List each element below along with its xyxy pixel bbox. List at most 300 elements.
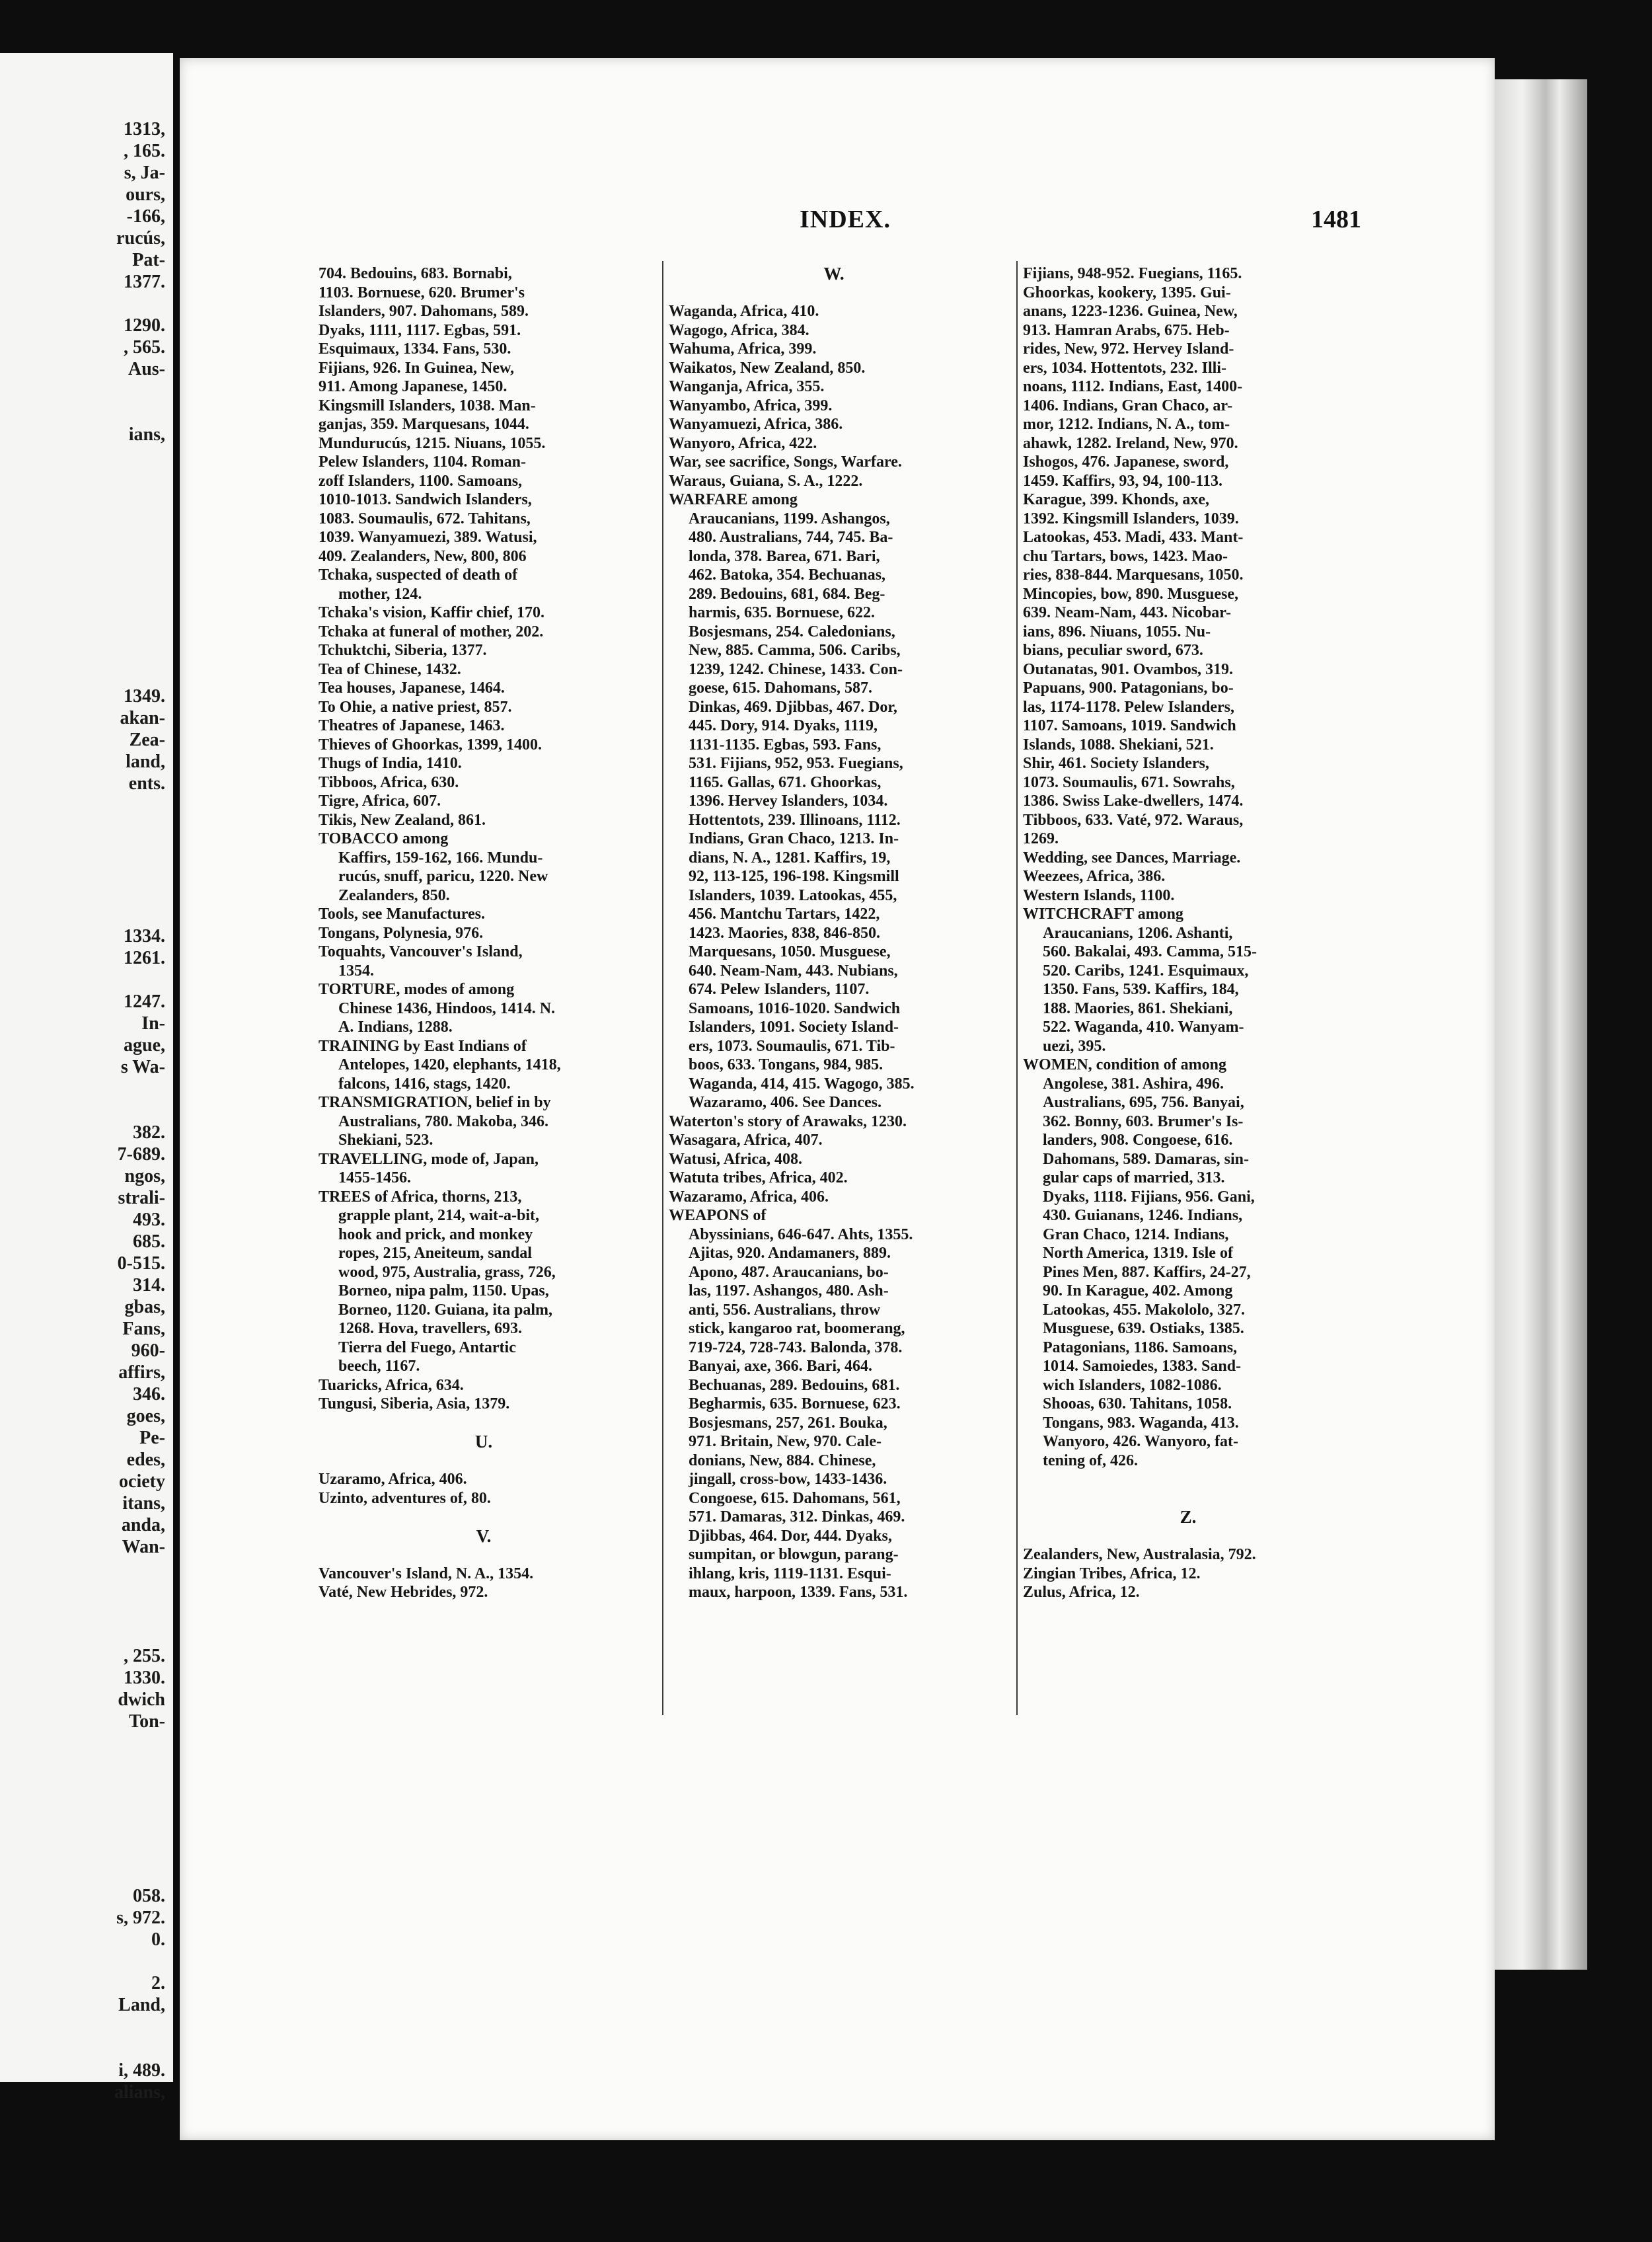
index-entry: Tierra del Fuego, Antartic	[338, 1338, 516, 1356]
prev-page-line	[0, 816, 173, 838]
index-entry: sumpitan, or blowgun, parang-	[689, 1546, 899, 1563]
index-entry: 1392. Kingsmill Islanders, 1039.	[1023, 510, 1239, 527]
prev-page-line	[0, 97, 173, 118]
index-entry: rides, New, 972. Hervey Island-	[1023, 340, 1234, 358]
index-entry: beech, 1167.	[338, 1358, 420, 1375]
index-entry: Wazaramo, Africa, 406.	[669, 1188, 829, 1206]
prev-page-line: rucús,	[116, 228, 165, 249]
prev-page-line: Pat-	[132, 250, 165, 270]
index-entry: Tchuktchi, Siberia, 1377.	[319, 642, 487, 659]
prev-page-line	[0, 75, 173, 97]
prev-page-line	[0, 380, 173, 402]
index-entry: londa, 378. Barea, 671. Bari,	[689, 547, 880, 565]
spacer	[319, 1545, 649, 1565]
prev-page-line: ours,	[126, 184, 165, 205]
index-entry: ries, 838-844. Marquesans, 1050.	[1023, 566, 1244, 584]
index-entry: Chinese 1436, Hindoos, 1414. N.	[338, 999, 556, 1017]
prev-page-line: alians,	[114, 2082, 165, 2103]
index-entry: Wanyambo, Africa, 399.	[669, 397, 833, 414]
index-entry: Watuta tribes, Africa, 402.	[669, 1169, 848, 1186]
prev-page-line: ngos,	[124, 1166, 165, 1186]
index-entry: Antelopes, 1420, elephants, 1418,	[338, 1056, 561, 1073]
prev-page-line	[0, 620, 173, 642]
prev-page-line	[0, 53, 173, 75]
index-entry: Indians, Gran Chaco, 1213. In-	[689, 830, 899, 847]
prev-page-line: gbas,	[124, 1297, 165, 1317]
prev-page-line: Land,	[118, 1995, 165, 2015]
index-entry: 1039. Wanyamuezi, 389. Watusi,	[319, 529, 537, 546]
index-entry: Australians, 695, 756. Banyai,	[1043, 1094, 1244, 1111]
prev-page-line: dwich	[118, 1689, 165, 1710]
prev-page-line	[0, 969, 173, 991]
index-entry: 913. Hamran Arabs, 675. Heb-	[1023, 321, 1230, 339]
index-entry: 639. Neam-Nam, 443. Nicobar-	[1023, 604, 1232, 621]
index-entry: rucús, snuff, paricu, 1220. New	[338, 868, 548, 885]
index-entry: 520. Caribs, 1241. Esquimaux,	[1043, 962, 1249, 980]
index-entry: goese, 615. Dahomans, 587.	[689, 679, 873, 697]
prev-page-line	[0, 2038, 173, 2060]
previous-page-fragment	[0, 53, 173, 2103]
index-entry: WARFARE among	[669, 491, 798, 508]
index-entry: Dyaks, 1118. Fijians, 956. Gani,	[1043, 1188, 1255, 1206]
index-entry: War, see sacrifice, Songs, Warfare.	[669, 453, 902, 471]
prev-page-line: , 565.	[124, 337, 165, 358]
index-entry: Thieves of Ghoorkas, 1399, 1400.	[319, 736, 543, 754]
index-entry: 560. Bakalai, 493. Camma, 515-	[1043, 943, 1257, 960]
index-entry: 1459. Kaffirs, 93, 94, 100-113.	[1023, 472, 1222, 490]
index-entry: mor, 1212. Indians, N. A., tom-	[1023, 416, 1230, 433]
index-entry: Wagogo, Africa, 384.	[669, 321, 809, 339]
index-entry: Dahomans, 589. Damaras, sin-	[1043, 1150, 1250, 1168]
index-entry: tening of, 426.	[1043, 1451, 1138, 1469]
prev-page-line: Wan-	[122, 1537, 165, 1557]
index-entry: Tongans, Polynesia, 976.	[319, 924, 484, 942]
index-entry: Toquahts, Vancouver's Island,	[319, 943, 523, 960]
prev-page-line: ents.	[128, 773, 165, 794]
column-rule-1	[662, 261, 663, 1715]
index-entry: TORTURE, modes of among	[319, 981, 515, 998]
prev-page-line: 1334.	[124, 926, 165, 947]
prev-page-line: Fans,	[122, 1319, 165, 1339]
prev-page-line: 0-515.	[117, 1253, 165, 1274]
prev-page-line: Zea-	[129, 730, 165, 750]
spacer	[319, 1414, 649, 1433]
index-entry: Wanyoro, 426. Wanyoro, fat-	[1043, 1433, 1239, 1450]
prev-page-line	[0, 1798, 173, 1820]
index-entry: jingall, cross-bow, 1433-1436.	[689, 1471, 887, 1488]
prev-page-line: 493.	[133, 1210, 165, 1230]
index-entry: Araucanians, 1199. Ashangos,	[689, 510, 890, 527]
index-entry: Djibbas, 464. Dor, 444. Dyaks,	[689, 1527, 892, 1545]
index-entry: 445. Dory, 914. Dyaks, 1119,	[689, 717, 878, 734]
prev-page-line	[0, 402, 173, 424]
index-entry: Wazaramo, 406. See Dances.	[689, 1094, 882, 1111]
index-entry: 522. Waganda, 410. Wanyam-	[1043, 1019, 1244, 1036]
index-entry: Papuans, 900. Patagonians, bo-	[1023, 679, 1234, 697]
index-entry: Shir, 461. Society Islanders,	[1023, 755, 1209, 772]
prev-page-line: itans,	[122, 1493, 165, 1514]
index-entry: 911. Among Japanese, 1450.	[319, 378, 507, 395]
prev-page-line: ians,	[128, 424, 165, 445]
index-entry: Tungusi, Siberia, Asia, 1379.	[319, 1395, 510, 1412]
index-entry: Kingsmill Islanders, 1038. Man-	[319, 397, 536, 414]
spacer	[319, 1451, 649, 1471]
index-entry: Banyai, axe, 366. Bari, 464.	[689, 1358, 873, 1375]
index-entry: anans, 1223-1236. Guinea, New,	[1023, 303, 1238, 320]
prev-page-line: 1261.	[124, 948, 165, 968]
prev-page-line	[0, 1754, 173, 1776]
index-entry: New, 885. Camma, 506. Caribs,	[689, 642, 901, 659]
prev-page-line	[0, 1863, 173, 1885]
index-entry: grapple plant, 214, wait-a-bit,	[338, 1207, 540, 1224]
prev-page-line	[0, 1580, 173, 1602]
spacer	[669, 284, 999, 303]
page-number: 1481	[1311, 206, 1361, 233]
index-entry: uezi, 395.	[1043, 1037, 1106, 1055]
prev-page-line	[0, 1602, 173, 1623]
index-entry: Zealanders, New, Australasia, 792.	[1023, 1546, 1256, 1563]
prev-page-line	[0, 1841, 173, 1863]
index-entry: Wanyoro, Africa, 422.	[669, 434, 817, 452]
index-entry: TRAVELLING, mode of, Japan,	[319, 1150, 539, 1168]
prev-page-line	[0, 576, 173, 598]
index-entry: ropes, 215, Aneiteum, sandal	[338, 1245, 532, 1262]
index-entry: Tuaricks, Africa, 634.	[319, 1376, 464, 1394]
index-entry: 1165. Gallas, 671. Ghoorkas,	[689, 773, 882, 791]
index-entry: Bechuanas, 289. Bedouins, 681.	[689, 1376, 900, 1394]
index-entry: ahawk, 1282. Ireland, New, 970.	[1023, 434, 1238, 452]
index-entry: 456. Mantchu Tartars, 1422,	[689, 906, 880, 923]
page-header	[780, 205, 1388, 238]
index-entry: ers, 1034. Hottentots, 232. Illi-	[1023, 359, 1226, 377]
prev-page-line	[0, 2016, 173, 2038]
index-entry: 531. Fijians, 952, 953. Fuegians,	[689, 755, 903, 772]
section-letter: W.	[823, 264, 845, 284]
index-entry: Tchaka's vision, Kaffir chief, 170.	[319, 604, 545, 621]
prev-page-line	[0, 904, 173, 925]
prev-page-line	[0, 882, 173, 904]
index-entry: 1010-1013. Sandwich Islanders,	[319, 491, 532, 508]
index-entry: 1455-1456.	[338, 1169, 411, 1186]
prev-page-line: s Wa-	[120, 1057, 165, 1077]
index-entry: WITCHCRAFT among	[1023, 906, 1183, 923]
prev-page-line: akan-	[120, 708, 165, 728]
index-entry: Wedding, see Dances, Marriage.	[1023, 849, 1241, 867]
index-entry: 1131-1135. Egbas, 593. Fans,	[689, 736, 882, 754]
index-entry: las, 1174-1178. Pelew Islanders,	[1023, 698, 1235, 716]
index-entry: Tea of Chinese, 1432.	[319, 660, 461, 678]
index-entry: wood, 975, Australia, grass, 726,	[338, 1263, 556, 1281]
index-entry: North America, 1319. Isle of	[1043, 1245, 1233, 1262]
prev-page-line: Pe-	[139, 1428, 165, 1448]
index-entry: Ghoorkas, kookery, 1395. Gui-	[1023, 284, 1231, 301]
index-entry: Mundurucús, 1215. Niuans, 1055.	[319, 434, 546, 452]
prev-page-line	[0, 467, 173, 489]
spacer	[1023, 1527, 1353, 1546]
prev-page-line: s, Ja-	[124, 163, 165, 183]
index-entry: landers, 908. Congoese, 616.	[1043, 1132, 1233, 1149]
prev-page-line: 0.	[151, 1929, 165, 1950]
index-entry: 1423. Maories, 838, 846-850.	[689, 924, 880, 942]
index-entry: TREES of Africa, thorns, 213,	[319, 1188, 522, 1206]
prev-page-line	[0, 293, 173, 315]
prev-page-line: 058.	[133, 1886, 165, 1906]
index-entry: 640. Neam-Nam, 443. Nubians,	[689, 962, 898, 980]
index-entry: dians, N. A., 1281. Kaffirs, 19,	[689, 849, 891, 867]
index-entry: Shooas, 630. Tahitans, 1058.	[1043, 1395, 1232, 1412]
index-entry: Latookas, 453. Madi, 433. Mant-	[1023, 529, 1244, 546]
index-entry: Mincopies, bow, 890. Musguese,	[1023, 585, 1239, 603]
index-entry: Hottentots, 239. Illinoans, 1112.	[689, 811, 901, 829]
index-entry: 971. Britain, New, 970. Cale-	[689, 1433, 882, 1450]
index-entry: 92, 113-125, 196-198. Kingsmill	[689, 868, 899, 885]
prev-page-line	[0, 1100, 173, 1122]
prev-page-line: ague,	[124, 1035, 165, 1056]
index-entry: Pines Men, 887. Kaffirs, 24-27,	[1043, 1263, 1251, 1281]
prev-page-line: anda,	[121, 1515, 165, 1535]
index-entry: 1269.	[1023, 830, 1059, 847]
index-entry: Latookas, 455. Makololo, 327.	[1043, 1301, 1246, 1319]
prev-page-line: , 255.	[124, 1646, 165, 1666]
prev-page-line: 1330.	[124, 1668, 165, 1688]
prev-page-line: i, 489.	[118, 2060, 165, 2081]
index-entry: 1406. Indians, Gran Chaco, ar-	[1023, 397, 1233, 414]
index-entry: Theatres of Japanese, 1463.	[319, 717, 505, 734]
index-entry: noans, 1112. Indians, East, 1400-	[1023, 378, 1243, 395]
index-entry: 571. Damaras, 312. Dinkas, 469.	[689, 1508, 905, 1526]
index-entry: Waterton's story of Arawaks, 1230.	[669, 1112, 907, 1130]
index-entry: Western Islands, 1100.	[1023, 886, 1175, 904]
section-letter: Z.	[1180, 1507, 1197, 1527]
index-entry: Borneo, nipa palm, 1150. Upas,	[338, 1282, 549, 1299]
prev-page-line	[0, 1078, 173, 1100]
index-entry: Araucanians, 1206. Ashanti,	[1043, 924, 1233, 942]
prev-page-line	[0, 1951, 173, 1972]
index-entry: Tikis, New Zealand, 861.	[319, 811, 486, 829]
index-entry: zoff Islanders, 1100. Samoans,	[319, 472, 523, 490]
index-entry: Vaté, New Hebrides, 972.	[319, 1584, 488, 1601]
index-entry: Tools, see Manufactures.	[319, 906, 485, 923]
index-entry: Australians, 780. Makoba, 346.	[338, 1112, 549, 1130]
index-entry: ganjas, 359. Marquesans, 1044.	[319, 416, 529, 433]
prev-page-line: , 165.	[124, 141, 165, 161]
index-entry: A. Indians, 1288.	[338, 1019, 453, 1036]
index-entry: Marquesans, 1050. Musguese,	[689, 943, 891, 960]
index-entry: Congoese, 615. Dahomans, 561,	[689, 1489, 901, 1507]
index-entry: Weezees, Africa, 386.	[1023, 868, 1166, 885]
index-entry: TOBACCO among	[319, 830, 449, 847]
prev-page-line: 1313,	[124, 119, 165, 139]
index-entry: Kaffirs, 159-162, 166. Mundu-	[338, 849, 543, 867]
prev-page-line	[0, 794, 173, 816]
index-entry: 1083. Soumaulis, 672. Tahitans,	[319, 510, 531, 527]
prev-page-line	[0, 1776, 173, 1798]
index-entry: falcons, 1416, stags, 1420.	[338, 1075, 511, 1093]
prev-page-line: Aus-	[128, 359, 165, 379]
index-entry: 90. In Karague, 402. Among	[1043, 1282, 1233, 1299]
index-entry: ihlang, kris, 1119-1131. Esqui-	[689, 1565, 891, 1582]
index-entry: 1396. Hervey Islanders, 1034.	[689, 792, 888, 810]
index-entry: Wanyamuezi, Africa, 386.	[669, 416, 843, 433]
index-entry: Islanders, 1039. Latookas, 455,	[689, 886, 897, 904]
prev-page-line	[0, 533, 173, 555]
page-stack-edge	[1495, 79, 1587, 1970]
index-entry: Dinkas, 469. Djibbas, 467. Dor,	[689, 698, 897, 716]
prev-page-line	[0, 555, 173, 576]
prev-page-line	[0, 1623, 173, 1645]
prev-page-line	[0, 511, 173, 533]
index-entry: 1268. Hova, travellers, 693.	[338, 1320, 522, 1337]
index-entry: stick, kangaroo rat, boomerang,	[689, 1320, 905, 1337]
index-entry: Tigre, Africa, 607.	[319, 792, 441, 810]
index-entry: Waraus, Guiana, S. A., 1222.	[669, 472, 863, 490]
index-entry: ers, 1073. Soumaulis, 671. Tib-	[689, 1037, 895, 1055]
index-entry: Zealanders, 850.	[338, 886, 450, 904]
index-entry: Uzaramo, Africa, 406.	[319, 1471, 467, 1488]
index-entry: Vancouver's Island, N. A., 1354.	[319, 1565, 534, 1582]
index-entry: 1073. Soumaulis, 671. Sowrahs,	[1023, 773, 1235, 791]
prev-page-line: 314.	[133, 1275, 165, 1295]
index-entry: 289. Bedouins, 681, 684. Beg-	[689, 585, 885, 603]
index-entry: ians, 896. Niuans, 1055. Nu-	[1023, 623, 1211, 640]
index-entry: Islanders, 907. Dahomans, 589.	[319, 303, 529, 320]
index-entry: las, 1197. Ashangos, 480. Ash-	[689, 1282, 889, 1299]
prev-page-line	[0, 1558, 173, 1580]
index-entry: 1239, 1242. Chinese, 1433. Con-	[689, 660, 903, 678]
index-entry: Bosjesmans, 257, 261. Bouka,	[689, 1414, 887, 1432]
spacer	[319, 1508, 649, 1527]
index-entry: donians, New, 884. Chinese,	[689, 1451, 876, 1469]
prev-page-line: s, 972.	[116, 1908, 165, 1928]
index-entry: Wasagara, Africa, 407.	[669, 1132, 823, 1149]
prev-page-line	[0, 489, 173, 511]
index-entry: Karague, 399. Khonds, axe,	[1023, 491, 1210, 508]
prev-page-line: strali-	[118, 1188, 165, 1208]
index-entry: Patagonians, 1186. Samoans,	[1043, 1338, 1238, 1356]
index-entry: 462. Batoka, 354. Bechuanas,	[689, 566, 886, 584]
column-rule-2	[1016, 261, 1018, 1715]
index-entry: 480. Australians, 744, 745. Ba-	[689, 529, 893, 546]
index-entry: Borneo, 1120. Guiana, ita palm,	[338, 1301, 553, 1319]
index-entry: Waikatos, New Zealand, 850.	[669, 359, 866, 377]
index-entry: Islanders, 1091. Society Island-	[689, 1019, 899, 1036]
index-entry: 430. Guianans, 1246. Indians,	[1043, 1207, 1243, 1224]
index-entry: maux, harpoon, 1339. Fans, 531.	[689, 1584, 908, 1601]
index-entry: Wahuma, Africa, 399.	[669, 340, 817, 358]
index-entry: Dyaks, 1111, 1117. Egbas, 591.	[319, 321, 521, 339]
prev-page-line: 2.	[151, 1973, 165, 1993]
index-entry: Zingian Tribes, Africa, 12.	[1023, 1565, 1201, 1582]
page-title: INDEX.	[800, 206, 891, 233]
spacer	[1023, 1470, 1353, 1489]
index-entry: Uzinto, adventures of, 80.	[319, 1489, 491, 1507]
index-entry: Shekiani, 523.	[338, 1132, 433, 1149]
index-entry: Watusi, Africa, 408.	[669, 1150, 802, 1168]
prev-page-line: land,	[126, 752, 165, 772]
index-entry: Tibboos, 633. Vaté, 972. Waraus,	[1023, 811, 1244, 829]
index-entry: Outanatas, 901. Ovambos, 319.	[1023, 660, 1234, 678]
index-entry: TRAINING by East Indians of	[319, 1037, 527, 1055]
prev-page-line: In-	[141, 1013, 165, 1034]
prev-page-line	[0, 860, 173, 882]
index-entry: wich Islanders, 1082-1086.	[1043, 1376, 1222, 1394]
prev-page-line: 346.	[133, 1384, 165, 1405]
index-entry: chu Tartars, bows, 1423. Mao-	[1023, 547, 1228, 565]
index-entry: Ajitas, 920. Andamaners, 889.	[689, 1245, 891, 1262]
index-entry: Islands, 1088. Shekiani, 521.	[1023, 736, 1214, 754]
index-entry: mother, 124.	[338, 585, 422, 603]
index-entry: Tchaka at funeral of mother, 202.	[319, 623, 544, 640]
index-entry: Zulus, Africa, 12.	[1023, 1584, 1140, 1601]
index-entry: Tibboos, Africa, 630.	[319, 773, 459, 791]
prev-page-line: 7-689.	[117, 1144, 165, 1165]
prev-page-line	[0, 445, 173, 467]
prev-page-line: 1247.	[124, 991, 165, 1012]
prev-page-line: 1290.	[124, 315, 165, 336]
index-entry: 674. Pelew Islanders, 1107.	[689, 981, 870, 998]
index-entry: harmis, 635. Bornuese, 622.	[689, 604, 875, 621]
index-entry: 409. Zealanders, New, 800, 806	[319, 547, 527, 565]
index-entry: Fijians, 948-952. Fuegians, 1165.	[1023, 265, 1242, 282]
prev-page-line: 960-	[131, 1340, 165, 1361]
index-entry: hook and prick, and monkey	[338, 1225, 533, 1243]
index-entry: 719-724, 728-743. Balonda, 378.	[689, 1338, 903, 1356]
prev-page-line: goes,	[126, 1406, 165, 1426]
index-entry: 1103. Bornuese, 620. Brumer's	[319, 284, 525, 301]
prev-page-line: edes,	[126, 1450, 165, 1470]
index-entry: Samoans, 1016-1020. Sandwich	[689, 999, 901, 1017]
index-entry: To Ohie, a native priest, 857.	[319, 698, 512, 716]
index-entry: Bosjesmans, 254. Caledonians,	[689, 623, 895, 640]
index-entry: 188. Maories, 861. Shekiani,	[1043, 999, 1233, 1017]
index-entry: Pelew Islanders, 1104. Roman-	[319, 453, 526, 471]
index-entry: 1386. Swiss Lake-dwellers, 1474.	[1023, 792, 1244, 810]
index-entry: Esquimaux, 1334. Fans, 530.	[319, 340, 511, 358]
prev-page-line	[0, 1820, 173, 1841]
index-entry: Apono, 487. Araucanians, bo-	[689, 1263, 889, 1281]
prev-page-line: affirs,	[118, 1362, 165, 1383]
index-entry: 1107. Samoans, 1019. Sandwich	[1023, 717, 1236, 734]
index-entry: WOMEN, condition of among	[1023, 1056, 1227, 1073]
prev-page-line: ociety	[119, 1471, 165, 1492]
index-entry: Begharmis, 635. Bornuese, 623.	[689, 1395, 901, 1412]
index-entry: Angolese, 381. Ashira, 496.	[1043, 1075, 1224, 1093]
index-column-1	[319, 264, 649, 1602]
index-entry: Gran Chaco, 1214. Indians,	[1043, 1225, 1229, 1243]
index-entry: 1350. Fans, 539. Kaffirs, 184,	[1043, 981, 1239, 998]
prev-page-line: 1349.	[124, 686, 165, 707]
index-entry: boos, 633. Tongans, 984, 985.	[689, 1056, 883, 1073]
prev-page-line	[0, 664, 173, 685]
index-entry: Wanganja, Africa, 355.	[669, 378, 825, 395]
prev-page-line: 382.	[133, 1122, 165, 1143]
prev-page-line	[0, 1732, 173, 1754]
prev-page-line	[0, 598, 173, 620]
index-column-2	[669, 264, 999, 1602]
index-column-3	[1023, 264, 1353, 1602]
section-letter: U.	[474, 1432, 493, 1451]
index-entry: Waganda, Africa, 410.	[669, 303, 819, 320]
index-entry: 1014. Samoiedes, 1383. Sand-	[1043, 1358, 1242, 1375]
spacer	[1023, 1489, 1353, 1508]
index-entry: Tongans, 983. Waganda, 413.	[1043, 1414, 1239, 1432]
index-entry: 362. Bonny, 603. Brumer's Is-	[1043, 1112, 1244, 1130]
prev-page-line: Ton-	[128, 1711, 165, 1732]
prev-page-line: -166,	[126, 206, 165, 227]
index-entry: Waganda, 414, 415. Wagogo, 385.	[689, 1075, 915, 1093]
index-entry: Abyssinians, 646-647. Ahts, 1355.	[689, 1225, 913, 1243]
index-entry: Tea houses, Japanese, 1464.	[319, 679, 505, 697]
